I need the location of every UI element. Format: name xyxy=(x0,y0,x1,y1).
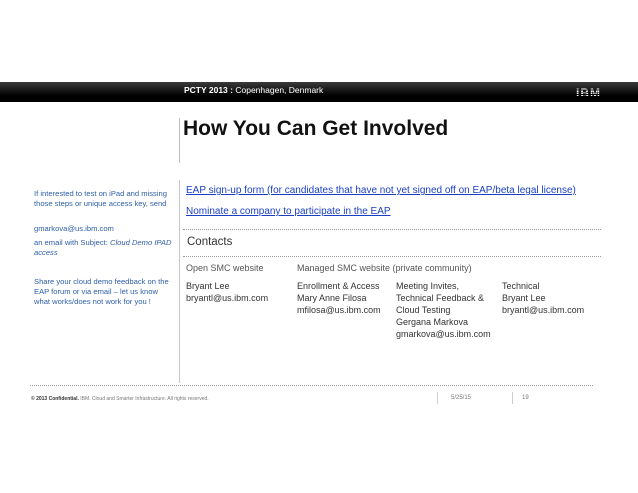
eap-signup-link[interactable]: EAP sign-up form (for candidates that have not yet signed off on EAP/beta legal license) xyxy=(186,185,576,196)
sidebar-subject xyxy=(34,238,172,258)
sidebar-divider xyxy=(179,180,180,383)
contact-meetings xyxy=(396,280,491,340)
ibm-logo: IBM xyxy=(576,86,601,100)
header-bar xyxy=(0,82,638,102)
managed-smc-heading: Managed SMC website (private community) xyxy=(297,263,472,273)
footer-separator xyxy=(512,392,513,404)
contact-role: Technical Feedback & xyxy=(396,293,485,303)
footer-date: 5/25/15 xyxy=(451,395,472,401)
contact-role: Meeting Invites, xyxy=(396,281,460,291)
contact-name: Bryant Lee xyxy=(186,281,230,291)
contact-name: Bryant Lee xyxy=(502,293,546,303)
sidebar-note-feedback: Share your cloud demo feedback on the EAP forum or via email – let us know what works/does not work for you ! xyxy=(34,277,169,306)
open-smc-heading: Open SMC website xyxy=(186,263,264,273)
footer-confidential: © 2013 Confidential. xyxy=(31,396,79,402)
contact-enrollment xyxy=(297,280,381,316)
header-title xyxy=(184,85,323,95)
nominate-company-link[interactable]: Nominate a company to participate in the EAP xyxy=(186,206,391,217)
contact-email: bryantl@us.ibm.com xyxy=(502,305,585,315)
contact-role: Technical xyxy=(502,281,540,291)
contact-email: mfilosa@us.ibm.com xyxy=(297,305,381,315)
footer-divider xyxy=(30,385,593,386)
sidebar-email: gmarkova@us.ibm.com xyxy=(34,224,114,233)
contacts-heading: Contacts xyxy=(187,236,233,248)
sidebar-subject-value: Cloud Demo IPAD access xyxy=(34,238,172,257)
contact-name: Mary Anne Filosa xyxy=(297,293,367,303)
contact-role: Cloud Testing xyxy=(396,305,451,315)
contact-role: Enrollment & Access xyxy=(297,281,380,291)
contact-open-smc xyxy=(186,280,268,304)
divider xyxy=(183,256,601,257)
footer-rights: IBM. Cloud and Smarter Infrastructure. All rights reserved. xyxy=(80,396,209,402)
sidebar-note-ipad: If interested to test on iPad and missing those steps or unique access key, send xyxy=(34,189,167,208)
header-event: PCTY 2013 : xyxy=(184,85,233,95)
contact-email: gmarkova@us.ibm.com xyxy=(396,329,491,339)
page-number: 19 xyxy=(522,395,529,401)
header-location: Copenhagen, Denmark xyxy=(235,85,324,95)
title-divider xyxy=(179,118,180,163)
footer-copyright xyxy=(31,396,209,402)
footer-separator xyxy=(437,392,438,404)
contact-technical xyxy=(502,280,584,316)
contact-email: bryantl@us.ibm.com xyxy=(186,293,269,303)
divider xyxy=(183,229,601,230)
page-title: How You Can Get Involved xyxy=(183,117,449,140)
contact-name: Gergana Markova xyxy=(396,317,469,327)
sidebar-subject-prefix: an email with Subject: xyxy=(34,238,108,247)
